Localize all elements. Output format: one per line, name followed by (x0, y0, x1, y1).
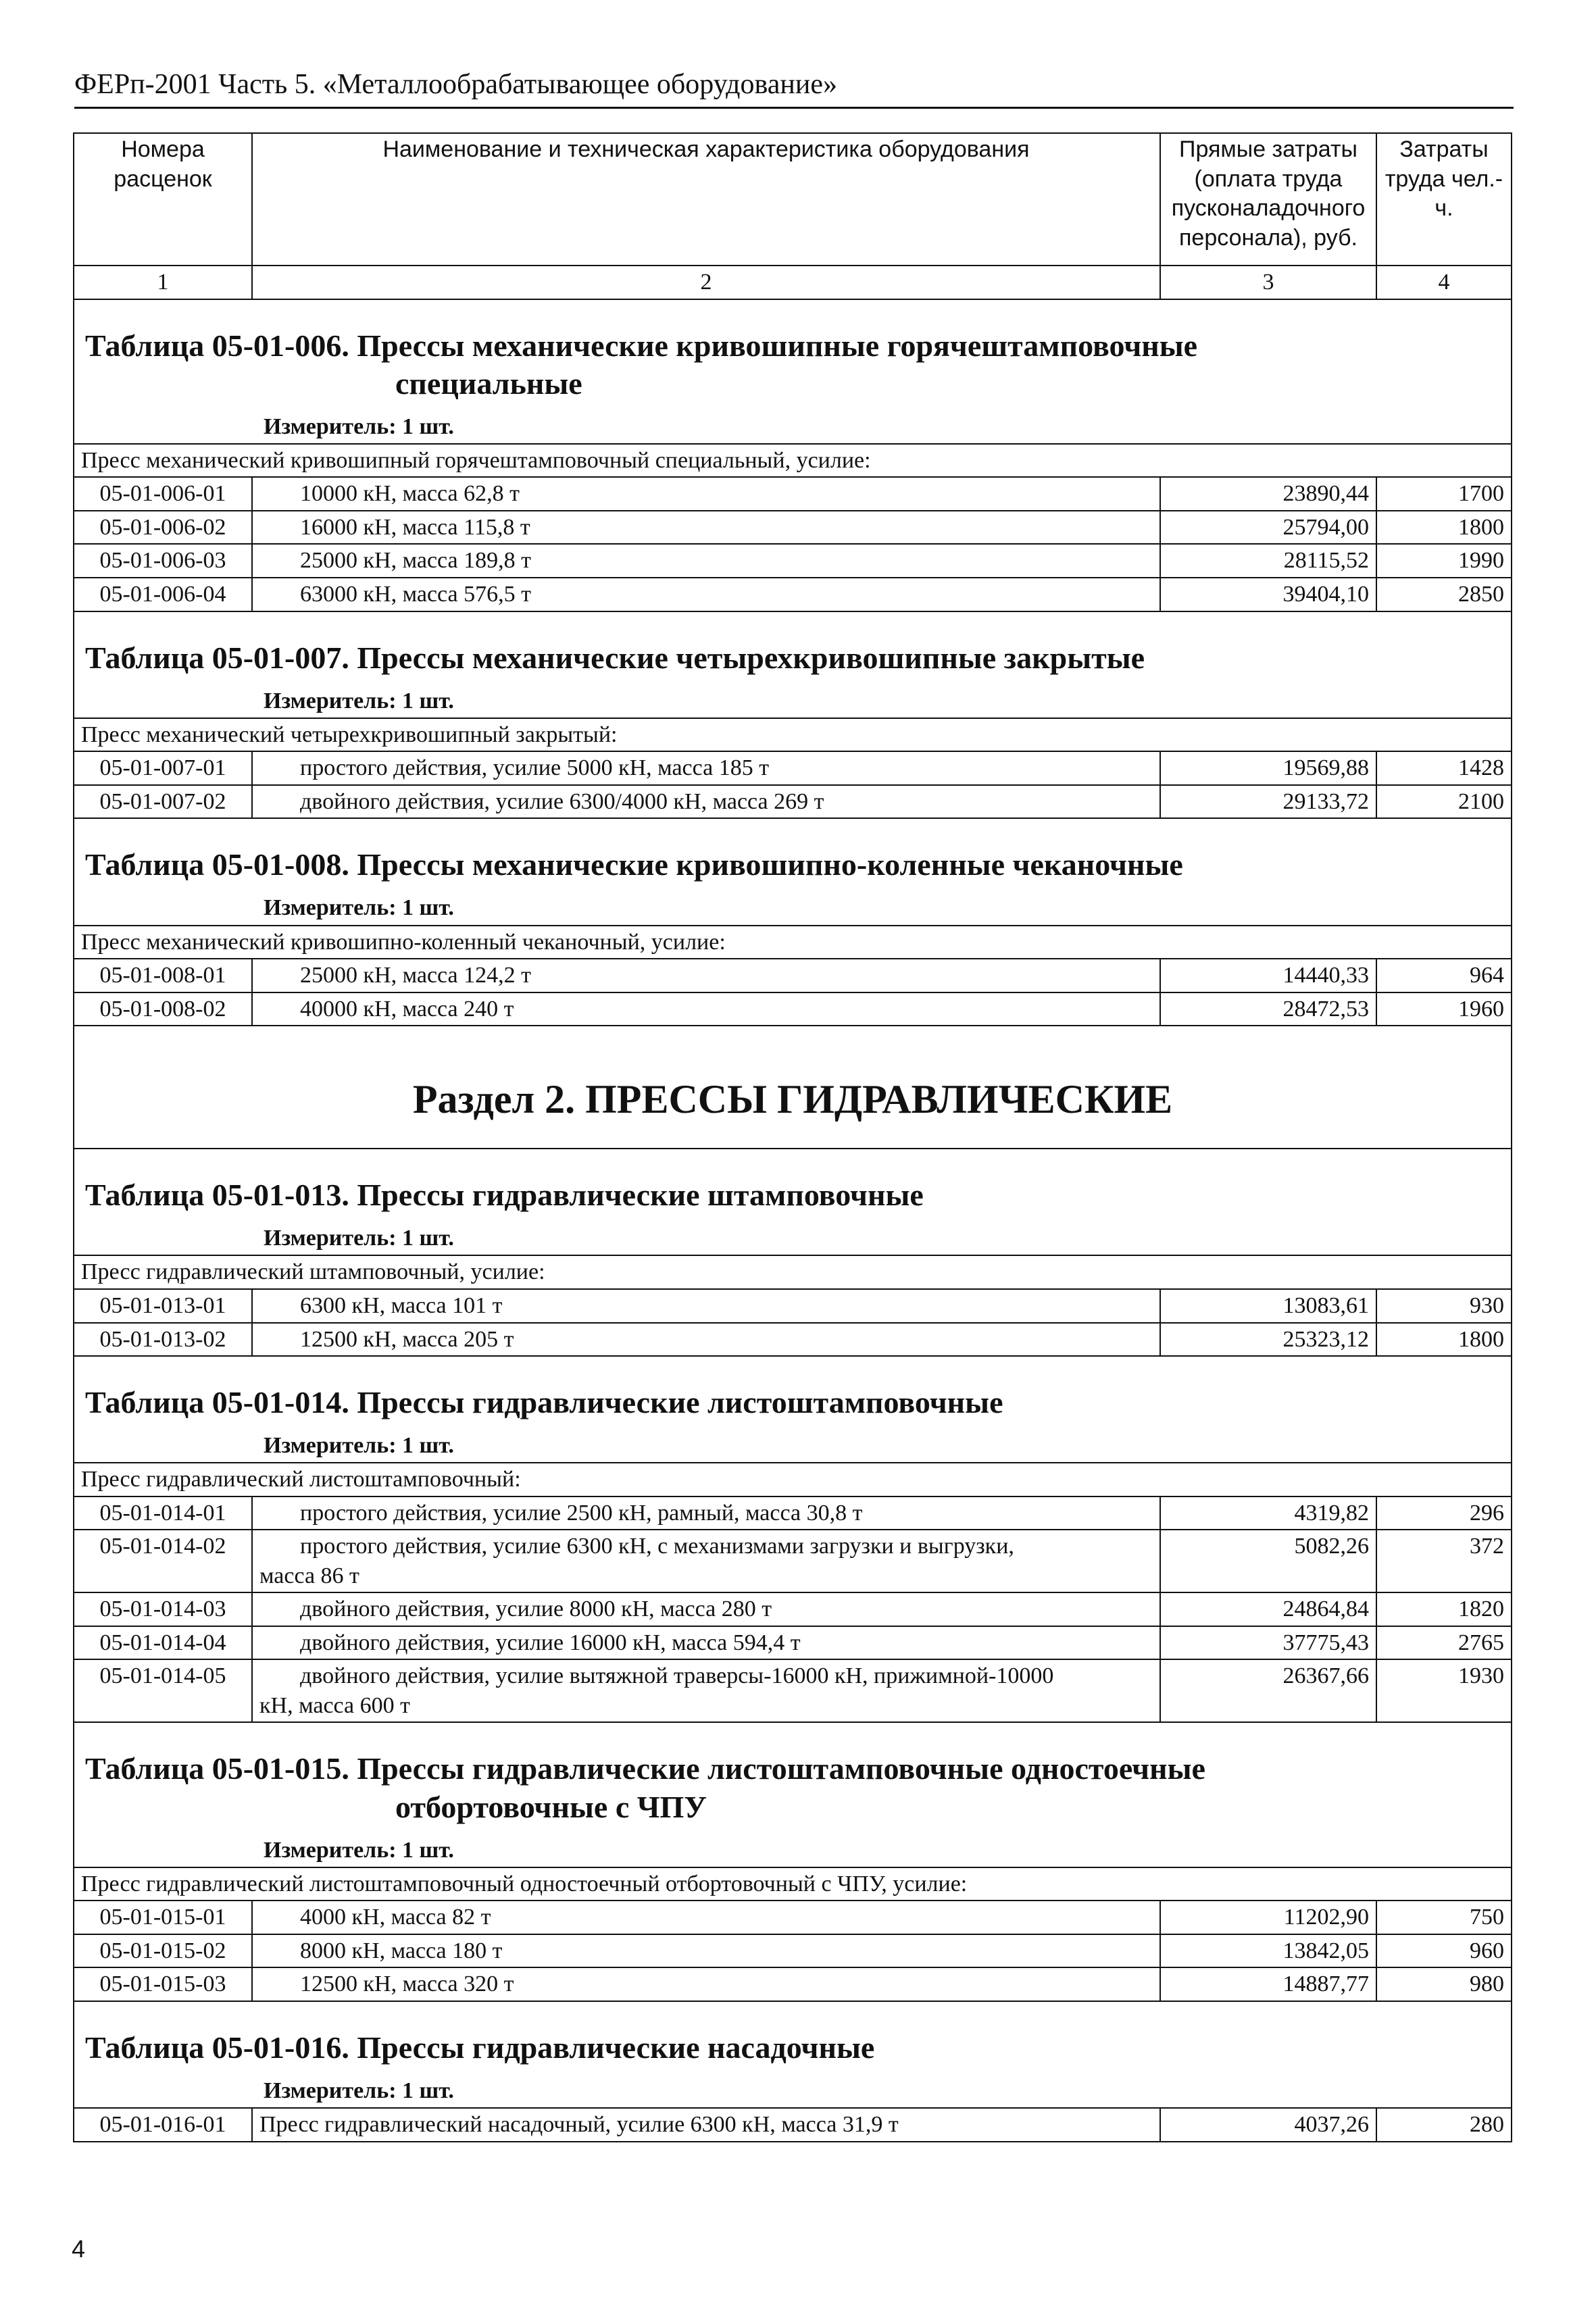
description-continuation: кН, масса 600 т (259, 1692, 410, 1718)
table-title-cell (74, 2001, 1512, 2108)
measure-label: Измеритель: 1 шт. (264, 688, 454, 713)
rate-code: 05-01-013-01 (74, 1289, 252, 1323)
table-title-cell (74, 299, 1512, 444)
rate-code: 05-01-014-02 (74, 1530, 252, 1592)
labor-hours: 2100 (1376, 785, 1512, 819)
direct-cost: 28472,53 (1160, 992, 1376, 1026)
description-text: 4000 кН, масса 82 т (300, 1905, 491, 1930)
description-text: простого действия, усилие 2500 кН, рамный, масса 30,8 т (300, 1500, 863, 1526)
labor-hours: 2850 (1376, 578, 1512, 611)
table-row (74, 1592, 1512, 1626)
equipment-description (252, 1323, 1160, 1357)
labor-hours: 930 (1376, 1289, 1512, 1323)
equipment-description (252, 992, 1160, 1026)
equipment-description (252, 1659, 1160, 1722)
column-number: 1 (74, 266, 252, 299)
table-title (81, 301, 1504, 412)
description-text: 8000 кН, масса 180 т (300, 1938, 503, 1963)
table-title-cell (74, 1722, 1512, 1867)
rate-code: 05-01-016-01 (74, 2108, 252, 2142)
group-label: Пресс механический кривошипно-коленный чеканочный, усилие: (74, 926, 1512, 959)
group-row (74, 718, 1512, 752)
direct-cost: 5082,26 (1160, 1530, 1376, 1592)
table-row (74, 1289, 1512, 1323)
column-header-row (74, 133, 1512, 266)
labor-hours: 1990 (1376, 544, 1512, 578)
rate-code: 05-01-006-03 (74, 544, 252, 578)
document-body (73, 132, 1512, 2142)
rate-code: 05-01-007-01 (74, 751, 252, 785)
direct-cost: 24864,84 (1160, 1592, 1376, 1626)
table-row (74, 578, 1512, 611)
table-title-text: Таблица 05-01-015. Прессы гидравлические листоштамповочные одностоечные (85, 1751, 1205, 1786)
table-title-row (74, 1356, 1512, 1463)
description-text: простого действия, усилие 5000 кН, масса 185 т (300, 755, 770, 781)
direct-cost: 39404,10 (1160, 578, 1376, 611)
labor-hours: 964 (1376, 959, 1512, 992)
equipment-description (252, 959, 1160, 992)
rate-code: 05-01-008-01 (74, 959, 252, 992)
group-label: Пресс гидравлический листоштамповочный одностоечный отбортовочный с ЧПУ, усилие: (74, 1867, 1512, 1901)
description-text: 6300 кН, масса 101 т (300, 1293, 503, 1318)
table-title-text: Таблица 05-01-008. Прессы механические кривошипно-коленные чеканочные (85, 847, 1183, 882)
equipment-description (252, 785, 1160, 819)
description-text: 25000 кН, масса 124,2 т (300, 963, 531, 988)
rate-code: 05-01-007-02 (74, 785, 252, 819)
equipment-description (252, 511, 1160, 545)
measure-label: Измеритель: 1 шт. (264, 895, 454, 921)
direct-cost: 13083,61 (1160, 1289, 1376, 1323)
table-title-cell (74, 611, 1512, 718)
table-row (74, 477, 1512, 511)
equipment-description (252, 1901, 1160, 1934)
table-title-text: Таблица 05-01-007. Прессы механические четырехкривошипные закрытые (85, 640, 1145, 675)
measure-label: Измеритель: 1 шт. (264, 2078, 454, 2104)
table-title-row (74, 2001, 1512, 2108)
rate-code: 05-01-008-02 (74, 992, 252, 1026)
equipment-description (252, 1626, 1160, 1660)
table-title (81, 2003, 1504, 2076)
rate-code: 05-01-015-02 (74, 1934, 252, 1968)
description-text: 12500 кН, масса 205 т (300, 1326, 514, 1352)
direct-cost: 23890,44 (1160, 477, 1376, 511)
table-title-cell (74, 1356, 1512, 1463)
equipment-description (252, 1530, 1160, 1592)
description-text: 10000 кН, масса 62,8 т (300, 481, 520, 507)
table-row (74, 544, 1512, 578)
labor-hours: 296 (1376, 1496, 1512, 1530)
direct-cost: 11202,90 (1160, 1901, 1376, 1934)
measure-label: Измеритель: 1 шт. (264, 413, 454, 439)
rate-code: 05-01-014-03 (74, 1592, 252, 1626)
table-row (74, 959, 1512, 992)
rate-code: 05-01-014-05 (74, 1659, 252, 1722)
labor-hours: 1428 (1376, 751, 1512, 785)
column-header-name: Наименование и техническая характеристика оборудования (252, 133, 1160, 266)
table-title (81, 613, 1504, 686)
group-row (74, 1255, 1512, 1289)
table-title (81, 1151, 1504, 1224)
measure-label: Измеритель: 1 шт. (264, 1226, 454, 1251)
table-row (74, 511, 1512, 545)
measure-label: Измеритель: 1 шт. (264, 1433, 454, 1459)
table-title-cell (74, 818, 1512, 925)
group-row (74, 926, 1512, 959)
labor-hours: 750 (1376, 1901, 1512, 1934)
labor-hours: 372 (1376, 1530, 1512, 1592)
table-title (81, 820, 1504, 893)
description-text: двойного действия, усилие 6300/4000 кН, масса 269 т (300, 788, 824, 814)
group-label: Пресс гидравлический листоштамповочный: (74, 1463, 1512, 1496)
description-text: простого действия, усилие 6300 кН, с механизмами загрузки и выгрузки, (300, 1534, 1014, 1559)
direct-cost: 29133,72 (1160, 785, 1376, 819)
equipment-description (252, 2108, 1160, 2142)
page-header: ФЕРп-2001 Часть 5. «Металлообрабатывающее оборудование» (74, 68, 1514, 109)
labor-hours: 2765 (1376, 1626, 1512, 1660)
rate-code: 05-01-006-01 (74, 477, 252, 511)
rate-code: 05-01-014-01 (74, 1496, 252, 1530)
table-title-row (74, 1149, 1512, 1255)
equipment-description (252, 1934, 1160, 1968)
section-heading-row (74, 1026, 1512, 1149)
description-text: 63000 кН, масса 576,5 т (300, 581, 531, 607)
direct-cost: 26367,66 (1160, 1659, 1376, 1722)
direct-cost: 25323,12 (1160, 1323, 1376, 1357)
column-header-labor: Затраты труда чел.-ч. (1376, 133, 1512, 266)
direct-cost: 4319,82 (1160, 1496, 1376, 1530)
labor-hours: 1930 (1376, 1659, 1512, 1722)
equipment-description (252, 1592, 1160, 1626)
table-title-continuation: отбортовочные с ЧПУ (395, 1789, 707, 1824)
table-title-text: Таблица 05-01-014. Прессы гидравлические листоштамповочные (85, 1385, 1003, 1420)
labor-hours: 1820 (1376, 1592, 1512, 1626)
table-title-row (74, 299, 1512, 444)
rate-code: 05-01-015-03 (74, 1967, 252, 2001)
column-number-row (74, 266, 1512, 299)
rate-code: 05-01-013-02 (74, 1323, 252, 1357)
description-text: 25000 кН, масса 189,8 т (300, 548, 531, 574)
table-title (81, 1358, 1504, 1431)
table-row (74, 1496, 1512, 1530)
group-row (74, 1463, 1512, 1496)
description-text: двойного действия, усилие вытяжной траверсы-16000 кН, прижимной-10000 (300, 1663, 1054, 1689)
table-title-text: Таблица 05-01-016. Прессы гидравлические насадочные (85, 2030, 875, 2065)
equipment-description (252, 1967, 1160, 2001)
description-text: 40000 кН, масса 240 т (300, 996, 514, 1022)
table-row (74, 785, 1512, 819)
column-header-codes: Номера расценок (74, 133, 252, 266)
table-row (74, 1901, 1512, 1934)
equipment-description (252, 1289, 1160, 1323)
equipment-description (252, 477, 1160, 511)
table-title-cell (74, 1149, 1512, 1255)
column-number: 3 (1160, 266, 1376, 299)
group-row (74, 1867, 1512, 1901)
description-text: Пресс гидравлический насадочный, усилие 6300 кН, масса 31,9 т (259, 2112, 899, 2138)
table-title (81, 1724, 1504, 1835)
description-text: 16000 кН, масса 115,8 т (300, 514, 530, 540)
description-continuation: масса 86 т (259, 1563, 359, 1588)
table-title-text: Таблица 05-01-006. Прессы механические кривошипные горячештамповочные (85, 328, 1198, 363)
rate-code: 05-01-015-01 (74, 1901, 252, 1934)
table-row (74, 1530, 1512, 1592)
description-text: двойного действия, усилие 16000 кН, масса 594,4 т (300, 1630, 801, 1655)
table-title-row (74, 611, 1512, 718)
table-title-row (74, 1722, 1512, 1867)
page-number: 4 (72, 2235, 86, 2263)
direct-cost: 19569,88 (1160, 751, 1376, 785)
table-row (74, 1323, 1512, 1357)
rate-code: 05-01-006-04 (74, 578, 252, 611)
column-header-cost: Прямые затраты (оплата труда пусконаладочного персонала), руб. (1160, 133, 1376, 266)
equipment-description (252, 751, 1160, 785)
labor-hours: 980 (1376, 1967, 1512, 2001)
column-number: 4 (1376, 266, 1512, 299)
measure-label: Измеритель: 1 шт. (264, 1837, 454, 1863)
equipment-description (252, 1496, 1160, 1530)
rates-table (73, 132, 1512, 2142)
direct-cost: 14440,33 (1160, 959, 1376, 992)
table-row (74, 1659, 1512, 1722)
direct-cost: 28115,52 (1160, 544, 1376, 578)
direct-cost: 37775,43 (1160, 1626, 1376, 1660)
direct-cost: 4037,26 (1160, 2108, 1376, 2142)
group-label: Пресс гидравлический штамповочный, усилие: (74, 1255, 1512, 1289)
labor-hours: 1700 (1376, 477, 1512, 511)
group-label: Пресс механический четырехкривошипный закрытый: (74, 718, 1512, 752)
table-row (74, 1934, 1512, 1968)
table-row (74, 2108, 1512, 2142)
section-heading: Раздел 2. ПРЕССЫ ГИДРАВЛИЧЕСКИЕ (412, 1077, 1173, 1122)
description-text: двойного действия, усилие 8000 кН, масса 280 т (300, 1596, 772, 1622)
labor-hours: 1960 (1376, 992, 1512, 1026)
table-row (74, 992, 1512, 1026)
group-label: Пресс механический кривошипный горячештамповочный специальный, усилие: (74, 444, 1512, 478)
table-title-row (74, 818, 1512, 925)
labor-hours: 1800 (1376, 511, 1512, 545)
table-row (74, 1967, 1512, 2001)
labor-hours: 280 (1376, 2108, 1512, 2142)
equipment-description (252, 544, 1160, 578)
direct-cost: 25794,00 (1160, 511, 1376, 545)
table-row (74, 751, 1512, 785)
labor-hours: 1800 (1376, 1323, 1512, 1357)
table-title-text: Таблица 05-01-013. Прессы гидравлические штамповочные (85, 1178, 924, 1213)
labor-hours: 960 (1376, 1934, 1512, 1968)
group-row (74, 444, 1512, 478)
equipment-description (252, 578, 1160, 611)
table-row (74, 1626, 1512, 1660)
direct-cost: 13842,05 (1160, 1934, 1376, 1968)
rate-code: 05-01-014-04 (74, 1626, 252, 1660)
column-number: 2 (252, 266, 1160, 299)
section-heading-cell (74, 1026, 1512, 1149)
description-text: 12500 кН, масса 320 т (300, 1971, 514, 1997)
rate-code: 05-01-006-02 (74, 511, 252, 545)
direct-cost: 14887,77 (1160, 1967, 1376, 2001)
table-title-continuation: специальные (395, 366, 582, 401)
